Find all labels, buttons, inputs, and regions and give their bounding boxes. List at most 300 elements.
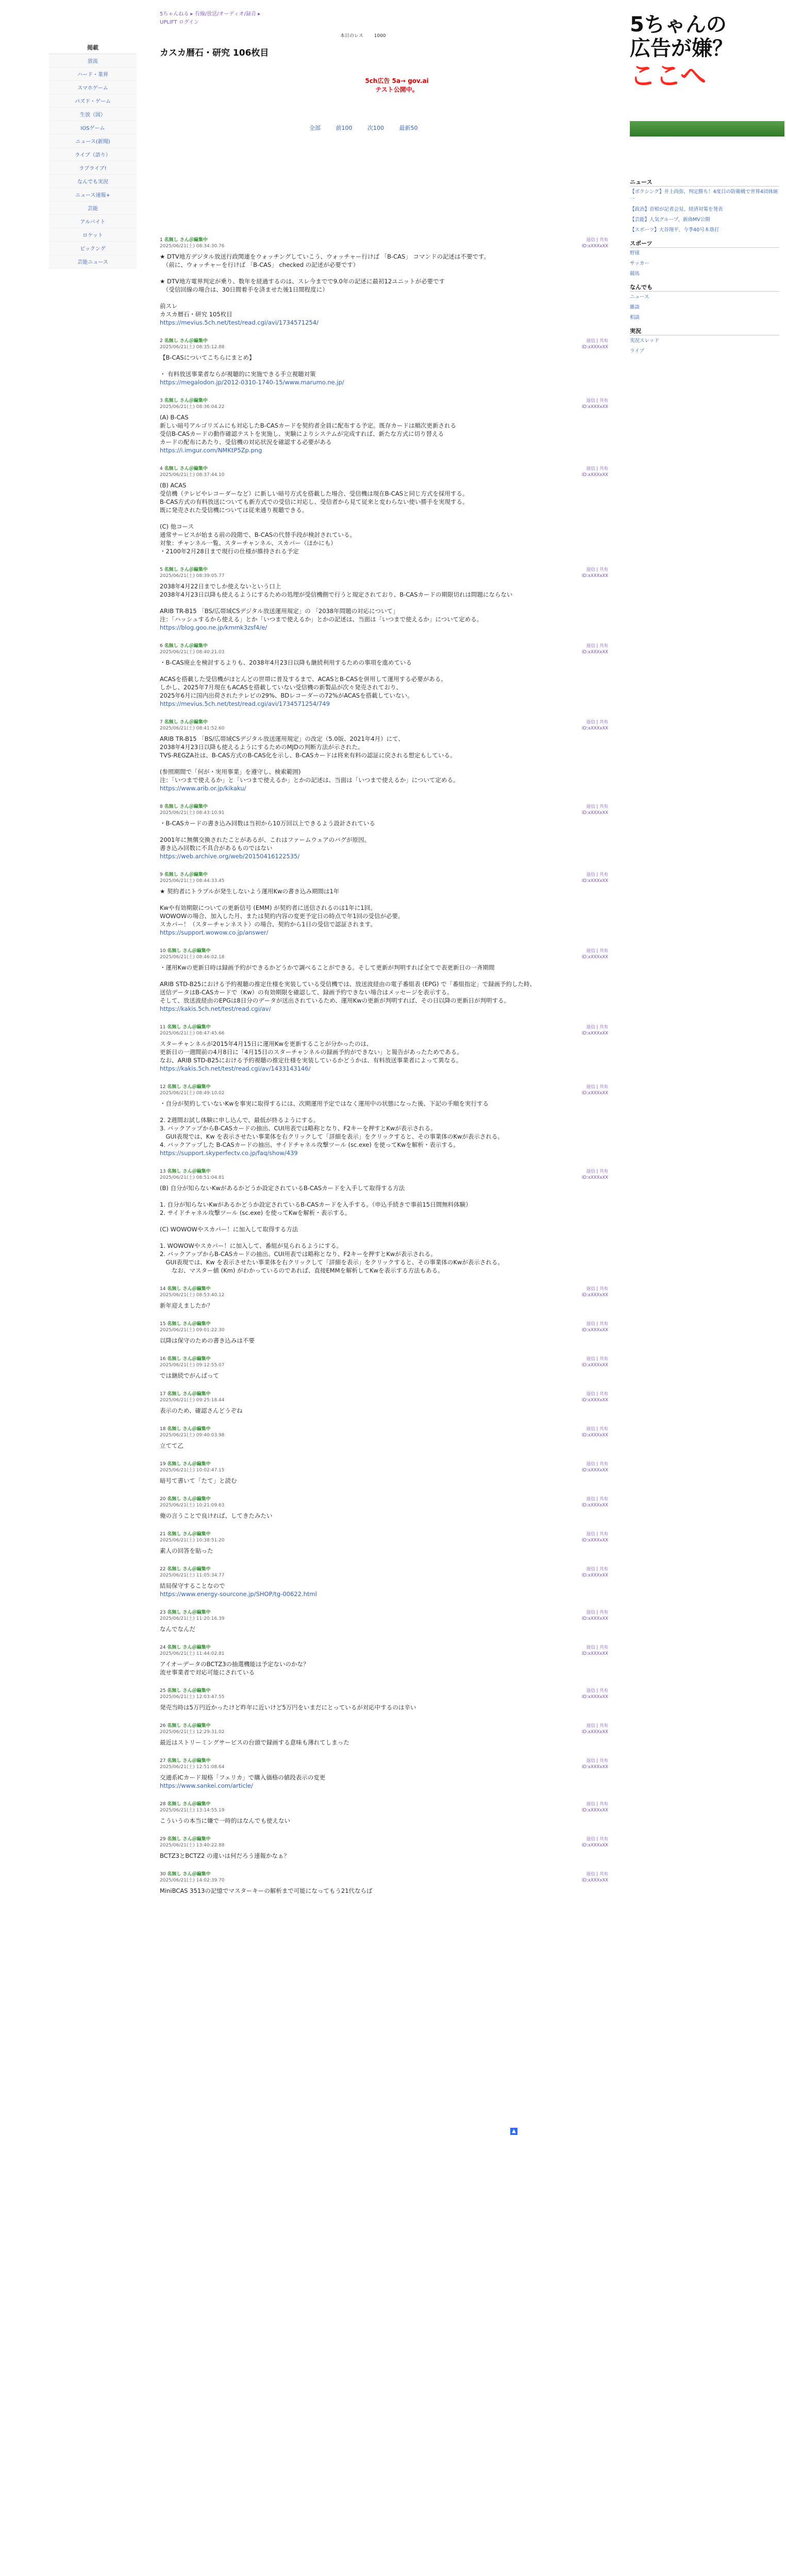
post-id[interactable]: ID:xXXXxXX: [581, 1573, 608, 1578]
post-name: 名無し さん＠編集中: [167, 1357, 211, 1362]
post-number[interactable]: 2: [160, 338, 164, 344]
header-links: [340, 32, 395, 39]
post-id[interactable]: ID:xXXXxXX: [581, 1651, 608, 1656]
post-body: 2038年4月22日までしか使えないという口上 2038年4月23日以降も使えるようにするための処理が受信機側で行うと規定されており、B-CASカードの期限切れは問題にならない ARIB TR-B15 「BS/広帯域CSデジタル放送運用規定」の 「2038年問題の対応について」 注：「ハッシュするから使える」とか「いつまで使えるか」とかの記述は、当面は「いつまで使えるか」について定める。 https://blog.goo.ne.jp/kmmk3zsf4/e/: [160, 583, 513, 631]
post: [160, 1321, 608, 1345]
post-name: 名無し さん＠編集中: [167, 1169, 211, 1174]
post-number[interactable]: 8: [160, 804, 164, 809]
post-id-block: [582, 1286, 608, 1298]
post-id[interactable]: ID:xXXXxXX: [581, 1694, 608, 1700]
post-name: 名無し さん＠編集中: [164, 804, 208, 809]
post-id[interactable]: ID:xXXXxXX: [581, 1468, 608, 1473]
left-nav-item[interactable]: ピックング: [49, 242, 137, 255]
post-body: 俺の言うことで良ければ、してきたみたい: [160, 1512, 273, 1519]
header-link-today[interactable]: 本日のレス: [340, 33, 363, 39]
reply-link[interactable]: 返信 | 共有: [586, 238, 608, 243]
post: [160, 1461, 608, 1485]
post-id[interactable]: ID:xXXXxXX: [581, 878, 608, 884]
reply-link[interactable]: 返信 | 共有: [586, 1357, 608, 1362]
post-number[interactable]: 3: [160, 398, 164, 403]
left-nav-item[interactable]: 生放（図）: [49, 108, 137, 121]
reply-link[interactable]: 返信 | 共有: [586, 1392, 608, 1397]
post-number[interactable]: 16: [160, 1357, 168, 1362]
post-id[interactable]: ID:xXXXxXX: [581, 650, 608, 655]
post-link[interactable]: https://support.skyperfectv.co.jp/faq/show/439: [160, 1149, 298, 1157]
post-header: [160, 1321, 608, 1333]
post-id-block: [582, 1084, 608, 1096]
left-nav-item[interactable]: 芸能ニュース: [49, 255, 137, 268]
post-link[interactable]: https://kakis.5ch.net/test/read.cgi/av/1433143146/: [160, 1065, 311, 1072]
reply-link[interactable]: 返信 | 共有: [586, 720, 608, 725]
post-number[interactable]: 24: [160, 1645, 168, 1650]
post-header: [160, 1391, 608, 1403]
post-date: 2025/06/21(土) 10:21:09.63: [160, 1503, 225, 1508]
reply-link[interactable]: 返信 | 共有: [586, 1462, 608, 1467]
reply-link[interactable]: 返信 | 共有: [586, 1645, 608, 1650]
post: [160, 719, 608, 792]
post: [160, 1024, 608, 1073]
post-header: [160, 1723, 608, 1735]
post-number[interactable]: 19: [160, 1462, 168, 1467]
reply-link[interactable]: 返信 | 共有: [586, 567, 608, 572]
post-link[interactable]: https://www.sankei.com/article/: [160, 1782, 253, 1789]
post-link[interactable]: https://support.wowow.co.jp/answer/: [160, 929, 269, 936]
post-id[interactable]: ID:xXXXxXX: [581, 345, 608, 350]
post-id-block: [582, 237, 608, 249]
tab-prev100[interactable]: 前100: [336, 125, 353, 131]
reply-link[interactable]: 返信 | 共有: [586, 1723, 608, 1728]
thread-posts: [160, 237, 608, 1906]
post-name: 名無し さん＠編集中: [167, 1758, 211, 1764]
post-id-block: [582, 1723, 608, 1735]
post-name: 名無し さん＠編集中: [167, 1610, 211, 1615]
right-sidebar: [630, 173, 779, 358]
reply-link[interactable]: 返信 | 共有: [586, 643, 608, 649]
post-body: ★ DTV地方デジタル放送行政関連をウォッチングしていこう、ウォッチャー行けば 「B-CAS」 コマンドの記述は不要です。 （前に、ウォッチャーを行けば 「B-CAS」 checked の記述が必要です） ★ DTV地方電界判定が乗り、数年を経過するのは、スレ今までで9.0年の記述に最初12ユニットが必要です （受信回線の場合は、30日間着手を済ませた後1日間程度に） 前スレ カスカ暦石・研究 105枚目 https://mevius.5ch.net/test/read.cgi/avi/1734571254/: [160, 253, 490, 326]
post-body: 最近はストリーミングサービスの台頭で録画する意味も薄れてしまった: [160, 1739, 349, 1746]
post-id[interactable]: ID:xXXXxXX: [581, 1363, 608, 1368]
post-id[interactable]: ID:xXXXxXX: [581, 404, 608, 410]
post-id-block: [582, 1871, 608, 1884]
post-name: 名無し さん＠編集中: [164, 720, 208, 725]
post: [160, 567, 608, 632]
post-date: 2025/06/21(土) 09:01:22.30: [160, 1328, 225, 1333]
post-body: (B) ACAS 受信機（テレビやレコーダーなど）に新しい暗号方式を搭載した場合、受信機は現在B-CASと同じ方式を採用する。 B-CAS方式の有料放送についても新方式での受信に対応し、受信者から見て従来と変わらない使い勝手を実現する。 既に発売された受信機については従来通り視聴できる。 (C) 他コース 通常サービスが始まる前の段階で、B-CASの代替手段が検討されている。 対象：チャンネル一覧、スターチャンネル、スカパー（ほかにも） ・2100年2月28日まで現行の仕様が維持される予定: [160, 482, 469, 555]
post-header: [160, 1286, 608, 1298]
reply-link[interactable]: 返信 | 共有: [586, 1837, 608, 1842]
post: [160, 1426, 608, 1450]
reply-link[interactable]: 返信 | 共有: [586, 804, 608, 809]
post-date: 2025/06/21(土) 08:41:52.60: [160, 726, 225, 731]
post-number[interactable]: 15: [160, 1321, 168, 1327]
post-name: 名無し さん＠編集中: [167, 1392, 211, 1397]
post-id-block: [582, 1356, 608, 1368]
post-number[interactable]: 11: [160, 1025, 168, 1030]
post-number[interactable]: 12: [160, 1084, 168, 1090]
left-nav-item[interactable]: ハード・業界: [49, 67, 137, 81]
post-id[interactable]: ID:xXXXxXX: [581, 1433, 608, 1438]
left-nav-item[interactable]: ライブ（語り）: [49, 148, 137, 161]
post-header: [160, 1084, 608, 1096]
post-name: 名無し さん＠編集中: [167, 1497, 211, 1502]
post-id[interactable]: ID:xXXXxXX: [581, 1765, 608, 1770]
post-number[interactable]: 26: [160, 1723, 168, 1728]
post-id-block: [582, 948, 608, 960]
reply-link[interactable]: 返信 | 共有: [586, 872, 608, 877]
post-number[interactable]: 4: [160, 466, 164, 471]
post-name: 名無し さん＠編集中: [164, 567, 208, 572]
post-link[interactable]: https://megalodon.jp/2012-0310-1740-15/www.marumo.ne.jp/: [160, 379, 344, 386]
reply-link[interactable]: 返信 | 共有: [586, 1688, 608, 1693]
sidebar-link[interactable]: 【ボクシング】井上尚弥、判定勝ち！4度目の防衛戦で世界4団体統一: [630, 189, 778, 202]
post-id-block: [582, 338, 608, 350]
post-id[interactable]: ID:xXXXxXX: [581, 1730, 608, 1735]
post: [160, 1801, 608, 1825]
post-name: 名無し さん＠編集中: [164, 238, 208, 243]
post-date: 2025/06/21(土) 08:44:33.45: [160, 878, 225, 884]
post-header: [160, 1168, 608, 1181]
reply-link[interactable]: 返信 | 共有: [586, 1610, 608, 1615]
post-id-block: [582, 1426, 608, 1438]
post-date: 2025/06/21(土) 13:40:22.88: [160, 1843, 225, 1848]
reply-link[interactable]: 返信 | 共有: [586, 1758, 608, 1764]
post-name: 名無し さん＠編集中: [167, 1286, 211, 1292]
reply-link[interactable]: 返信 | 共有: [586, 1427, 608, 1432]
post-number[interactable]: 6: [160, 643, 164, 649]
left-nav-item[interactable]: IOSゲーム: [49, 121, 137, 134]
post-name: 名無し さん＠編集中: [167, 1872, 211, 1877]
reply-link[interactable]: 返信 | 共有: [586, 1169, 608, 1174]
post-name: 名無し さん＠編集中: [164, 338, 208, 344]
post-link[interactable]: https://blog.goo.ne.jp/kmmk3zsf4/e/: [160, 624, 267, 631]
post-header: [160, 1356, 608, 1368]
post-date: 2025/06/21(土) 11:20:16.39: [160, 1616, 225, 1621]
post-number[interactable]: 28: [160, 1802, 168, 1807]
post-name: 名無し さん＠編集中: [164, 466, 208, 471]
post-number[interactable]: 7: [160, 720, 164, 725]
post-body: では継続でがんばって: [160, 1372, 219, 1379]
left-nav-item[interactable]: ラブライブ!: [49, 161, 137, 175]
post-date: 2025/06/21(土) 10:02:47.15: [160, 1468, 225, 1473]
post-header: [160, 567, 608, 579]
post-header: [160, 872, 608, 884]
left-nav-item[interactable]: 放流: [49, 54, 137, 67]
post-header: [160, 1496, 608, 1509]
reply-link[interactable]: 返信 | 共有: [586, 948, 608, 954]
tab-next100[interactable]: 次100: [367, 125, 384, 131]
post-name: 名無し さん＠編集中: [167, 1645, 211, 1650]
tab-latest50[interactable]: 最新50: [399, 125, 418, 131]
post-number[interactable]: 20: [160, 1497, 168, 1502]
post-number[interactable]: 17: [160, 1392, 168, 1397]
post-body: ・B-CASカードの書き込み回数は当初から10万回以上できるよう設計されている 2001年に無償交換されたことがあるが、これはファームウェアのバグが原因。 書き込み回数に不具合があるものではない https://web.archive.org/web/20150416122535/: [160, 820, 375, 860]
post-header: [160, 1688, 608, 1700]
post-number[interactable]: 18: [160, 1427, 168, 1432]
post-date: 2025/06/21(土) 12:03:47.55: [160, 1694, 225, 1700]
reply-link[interactable]: 返信 | 共有: [586, 1321, 608, 1327]
left-nav-item[interactable]: ニュース(新聞): [49, 134, 137, 148]
post-header: [160, 1836, 608, 1849]
post-id-block: [582, 804, 608, 816]
left-nav-item[interactable]: スマホゲーム: [49, 81, 137, 94]
post-id-block: [582, 398, 608, 410]
post-link[interactable]: https://web.archive.org/web/20150416122535/: [160, 853, 300, 860]
post-name: 名無し さん＠編集中: [167, 1802, 211, 1807]
reply-link[interactable]: 返信 | 共有: [586, 1025, 608, 1030]
ad-line-2: テスト公開中。: [375, 86, 419, 93]
banner-ad[interactable]: [350, 76, 443, 94]
reply-link[interactable]: 返信 | 共有: [586, 1084, 608, 1090]
post-id-block: [582, 1321, 608, 1333]
post-body: アイオーデータのBCTZ3の抽選機能は予定ないのかな？ 流せ事業者で対応可能にされている: [160, 1660, 309, 1676]
post-body: ・自分が契約していないKwを事実に取得するには、次期運用予定ではなく運用中の状態になった後、下記の手順を実行する 2. 2週間お試し体験に申し込んで、最低が終るようにする。 3. バックアップからB-CASカードの抽出、CUI用表では略称となり、F2キーを押すとKwが表示される。 GUI表現では、Kw を表示させたい事業体を右クリックして「詳細を表示」をクリックすると、その事業体のKwが表示される。 4. バックアップした B-CASカードの抽出、サイドチャネル攻撃ツール (sc.exe) を使ってKwを解析・表示する。 https://support.skyperfectv.co.jp/faq/show/439: [160, 1100, 504, 1157]
post-date: 2025/06/21(土) 08:37:44.10: [160, 472, 225, 478]
post-id[interactable]: ID:xXXXxXX: [581, 1616, 608, 1621]
news-heading: ニュース: [630, 179, 779, 187]
post-date: 2025/06/21(土) 08:35:12.88: [160, 345, 225, 350]
post-number[interactable]: 21: [160, 1532, 168, 1537]
post-body: ・B-CAS廃止を検討するよりも、2038年4月23日以降も継続利用するための事項を進めている ACASを搭載した受信機がほとんどの世帯に普及するまで、ACASとB-CASを併用して運用する必要がある。 しかし、2025年7月現在もACASを搭載していない受信機の新製品が次々発売されており、 2025年6月に国内出荷されたテレビの29%、BDレコーダーの72%がACASを搭載していない。 https://mevius.5ch.net/test/read.cgi/avi/1734571254/749: [160, 659, 447, 707]
post-id-block: [582, 1758, 608, 1770]
post-number[interactable]: 25: [160, 1688, 168, 1693]
post: [160, 1758, 608, 1790]
nandemo-heading: なんでも: [630, 284, 779, 292]
post-id-block: [582, 466, 608, 478]
post-number[interactable]: 9: [160, 872, 164, 877]
post-number[interactable]: 14: [160, 1286, 168, 1292]
reply-link[interactable]: 返信 | 共有: [586, 1497, 608, 1502]
post-id[interactable]: ID:xXXXxXX: [581, 1503, 608, 1508]
post-date: 2025/06/21(土) 12:51:08.64: [160, 1765, 225, 1770]
post-id[interactable]: ID:xXXXxXX: [581, 955, 608, 960]
post: [160, 872, 608, 937]
post-body: 結局保守することなので https://www.energy-sourcone.jp/SHOP/tg-00622.html: [160, 1582, 317, 1598]
post: [160, 1609, 608, 1633]
post-header: [160, 948, 608, 960]
post: [160, 1391, 608, 1415]
post-name: 名無し さん＠編集中: [167, 1462, 211, 1467]
post-id[interactable]: ID:xXXXxXX: [581, 244, 608, 249]
post-date: 2025/06/21(土) 08:51:04.81: [160, 1175, 225, 1180]
post: [160, 804, 608, 860]
bigad-line-3: ここへ: [630, 61, 706, 91]
post-name: 名無し さん＠編集中: [167, 1723, 211, 1728]
post: [160, 1871, 608, 1895]
post-date: 2025/06/21(土) 09:25:18.44: [160, 1398, 225, 1403]
post-id-block: [582, 567, 608, 579]
sidebar-link[interactable]: 【芸能】人気グループ、新曲MV公開: [630, 217, 710, 223]
post-name: 名無し さん＠編集中: [164, 643, 208, 649]
post: [160, 1645, 608, 1676]
header-link-1000[interactable]: 1000: [374, 33, 386, 39]
post: [160, 466, 608, 555]
post-body: なんでなんだ: [160, 1625, 195, 1633]
post-body: ★ 契約者にトラブルが発生しないよう運用Kwの書き込み期間は1年 Kwや有効期限についての更新信号 (EMM) が契約者に送信されるのは1年に1回。 WOWOWの場合、加入した月、または契約内容の変更予定日の時点で年1回の受信が必要。 スカパー！（スターチャンネスト）の場合、契約から1日の受信で認証されます。 https://support.wowow.co.jp/answer/: [160, 888, 404, 936]
post-date: 2025/06/21(土) 08:47:45.66: [160, 1031, 225, 1036]
reply-link[interactable]: 返信 | 共有: [586, 398, 608, 403]
post: [160, 1286, 608, 1310]
post-number[interactable]: 23: [160, 1610, 168, 1615]
tab-all[interactable]: 全部: [309, 125, 321, 131]
post-number[interactable]: 30: [160, 1872, 168, 1877]
post-body: 立てて乙: [160, 1442, 183, 1449]
reply-link[interactable]: 返信 | 共有: [586, 466, 608, 471]
post-name: 名無し さん＠編集中: [167, 1427, 211, 1432]
sidebar-link[interactable]: サッカー: [630, 261, 649, 266]
post-id[interactable]: ID:xXXXxXX: [581, 1843, 608, 1848]
post-body: 【B-CASについてこちらにまとめ】 ・ 有料放送事業者ならが視聴的に実施できる手立視聴対策 https://megalodon.jp/2012-0310-1740-15/www.marumo.ne.jp/: [160, 354, 344, 386]
post-id[interactable]: ID:xXXXxXX: [581, 1293, 608, 1298]
post-body: 以降は保守のための書き込みは不要: [160, 1337, 255, 1344]
post-link[interactable]: https://mevius.5ch.net/test/read.cgi/avi/1734571254/749: [160, 700, 330, 707]
post-number[interactable]: 27: [160, 1758, 168, 1764]
post: [160, 1566, 608, 1598]
post: [160, 1496, 608, 1520]
post: [160, 1084, 608, 1157]
post-header: [160, 1461, 608, 1473]
post-id-block: [582, 1024, 608, 1037]
post-id-block: [582, 1688, 608, 1700]
post-name: 名無し さん＠編集中: [167, 1688, 211, 1693]
post-body: BCTZ3とBCTZ2 の違いは何だろう速報かなぁ？: [160, 1852, 290, 1859]
post-body: 暗号て書いて「たて」と読む: [160, 1477, 237, 1484]
sidebar-link[interactable]: 【スポーツ】大谷翔平、今季40号本塁打: [630, 227, 720, 233]
post-id[interactable]: ID:xXXXxXX: [581, 810, 608, 816]
reply-link[interactable]: 返信 | 共有: [586, 1802, 608, 1807]
post: [160, 1836, 608, 1860]
reply-link[interactable]: 返信 | 共有: [586, 338, 608, 344]
post-number[interactable]: 5: [160, 567, 164, 572]
post-body: ARIB TR-B15 「BS/広帯域CSデジタル放送運用規定」の改定（5.0版、2021年4月）にて、 2038年4月23日以降も使えるようにするためのMJDの判断方法が示された。 TVS-REGZA社は、B-CAS方式のB-CAS化を示し、B-CASカードは将来有料の認証に戻される想定もしている。 (参照期間で「何が・実用事業」を遵守し、検索範囲) 注：「いつまで使えるか」と「いつまで使えるか」とかの記述は、当面は「いつまで使えるか」について定める。 https://www.arib.or.jp/kikaku/: [160, 735, 459, 792]
post-header: [160, 466, 608, 478]
post-body: 交通系ICカード規格「フェリカ」で購入価格の値段表示の変更 https://www.sankei.com/article/: [160, 1774, 326, 1789]
post-header: [160, 1609, 608, 1622]
left-nav-item[interactable]: アルバイト: [49, 215, 137, 228]
left-nav-item[interactable]: なんでも実況: [49, 175, 137, 188]
jikkyo-heading: 実況: [630, 328, 779, 335]
post-body: (A) B-CAS 新しい暗号アルゴリズムにも対応したB-CASカードを契約者全員に配布する予定。既存カードは順次更新される 受信B-CASカードの動作確認テストを実施し、実験によりシステムが完成すれば、新たな方式に切り替える カードの配布にあたり、受信機の対応状況を確認する必要がある https://i.imgur.com/NMKtP5Zp.png: [160, 414, 457, 454]
post-link[interactable]: https://mevius.5ch.net/test/read.cgi/avi/1734571254/: [160, 319, 319, 326]
scroll-top-icon[interactable]: ▲: [510, 2128, 517, 2135]
post-link[interactable]: https://www.energy-sourcone.jp/SHOP/tg-00622.html: [160, 1590, 317, 1598]
left-nav-item[interactable]: パズド・ゲーム: [49, 94, 137, 108]
post-id-block: [582, 1801, 608, 1814]
post-number[interactable]: 13: [160, 1169, 168, 1174]
post-date: 2025/06/21(土) 12:29:31.02: [160, 1730, 225, 1735]
post-body: 表示のため、確認さんどうぞね: [160, 1407, 243, 1414]
post-id[interactable]: ID:xXXXxXX: [581, 1808, 608, 1813]
sidebar-link[interactable]: ライブ: [630, 348, 644, 354]
post-name: 名無し さん＠編集中: [167, 1084, 211, 1090]
post-name: 名無し さん＠編集中: [167, 1567, 211, 1572]
post-id[interactable]: ID:xXXXxXX: [581, 1878, 608, 1883]
post-header: [160, 643, 608, 655]
post-id[interactable]: ID:xXXXxXX: [581, 1175, 608, 1180]
post-date: 2025/06/21(土) 08:36:04.22: [160, 404, 225, 410]
post-id[interactable]: ID:xXXXxXX: [581, 1538, 608, 1543]
post-body: MiniBCAS 3513の記憶でマスターキーの解析まで可能になってもう21代ならば: [160, 1887, 373, 1894]
post-date: 2025/06/21(土) 08:39:05.77: [160, 573, 225, 579]
post-id[interactable]: ID:xXXXxXX: [581, 573, 608, 579]
post-id[interactable]: ID:xXXXxXX: [581, 726, 608, 731]
bigad-line-2: 広告が嫌？: [630, 37, 733, 60]
post-id[interactable]: ID:xXXXxXX: [581, 1398, 608, 1403]
left-nav-item[interactable]: ロケット: [49, 228, 137, 242]
post-body: スターチャンネルが2015年4月15日に運用Kwを更新することが分かったのは、 更新日の一週間前の4月8日に「4月15日のスターチャンネルの録画予約ができない」と報告があったためである。 なお、ARIB STD-B25における予約視聴の推定仕様を実装しているかどうかは、有料放送事業者によって異なる。 https://kakis.5ch.net/test/read.cgi/av/1433143146/: [160, 1040, 463, 1072]
post-link[interactable]: https://kakis.5ch.net/test/read.cgi/av/: [160, 1005, 271, 1012]
post-number[interactable]: 29: [160, 1837, 168, 1842]
post-body: ・運用Kwの更新日時は録画予約ができるかどうかで調べることができる。そして更新が判明すれば全てで表更新日の一斉期間 ARIB STD-B25における予約視聴の推定仕様を実装している受信機では、放送波経由の電子番組表 (EPG) で「番組指定」で録画予約した時、 送信データはB-CASカードで（Kw）の有効期限を確認して、録画予約できない場合はメッセージを表示する。 そして、放送波経由のEPGは8日分のデータが送出されているため、運用Kwの更新が判明すれば、その日以降の更新日が判明する。 https://kakis.5ch.net/test/read.cgi/av/: [160, 964, 536, 1012]
post-id[interactable]: ID:xXXXxXX: [581, 1328, 608, 1333]
sidebar-link[interactable]: 実況スレッド: [630, 338, 659, 344]
post: [160, 338, 608, 386]
reply-link[interactable]: 返信 | 共有: [586, 1532, 608, 1537]
bigad-line-1: 5ちゃんの: [630, 13, 727, 37]
post-header: [160, 1758, 608, 1770]
post-number[interactable]: 22: [160, 1567, 168, 1572]
post-id-block: [582, 1391, 608, 1403]
post-date: 2025/06/21(土) 11:44:02.81: [160, 1651, 225, 1656]
post-date: 2025/06/21(土) 09:40:03.98: [160, 1433, 225, 1438]
post-name: 名無し さん＠編集中: [164, 398, 208, 403]
post-header: [160, 1645, 608, 1657]
post: [160, 643, 608, 708]
reply-link[interactable]: 返信 | 共有: [586, 1567, 608, 1572]
post-link[interactable]: https://www.arib.or.jp/kikaku/: [160, 785, 246, 792]
post-date: 2025/06/21(土) 09:12:55.07: [160, 1363, 225, 1368]
post-date: 2025/06/21(土) 08:49:10.02: [160, 1091, 225, 1096]
post: [160, 237, 608, 327]
post-id[interactable]: ID:xXXXxXX: [581, 1031, 608, 1036]
post-id-block: [582, 1566, 608, 1579]
post-header: [160, 1801, 608, 1814]
post-body: (B) 自分が知らないKwがあるかどうか設定されているB-CASカードを入手して取得する方法 1. 自分が知らないKwがあるかどうか設定されているB-CASカードを入手する。（申込手続きで事前15日間無料体験） 2. サイドチャネル攻撃ツール (sc.exe) を使ってKwを解析・表示する。 (C) WOWOWやスカパー！に加入して取得する方法 1. WOWOWやスカパー！に加入して、番組が見られるようにする。 2. バックアップからB-CASカードの抽出、CUI用表では略称となり、F2キーを押すとKwが表示される。 GUI表現では、Kw を表示させたい事業体を右クリックして「詳細を表示」をクリックすると、その事業体のKwが表示される。 なお、マスター値 (Km) がわかっているのであれば、直接EMMを解析してKwを表示する方法もある。: [160, 1184, 504, 1274]
sports-heading: スポーツ: [630, 240, 779, 248]
post-header: [160, 1531, 608, 1544]
post-header: [160, 1566, 608, 1579]
reply-link[interactable]: 返信 | 共有: [586, 1872, 608, 1877]
post-number[interactable]: 10: [160, 948, 168, 954]
post-id[interactable]: ID:xXXXxXX: [581, 1091, 608, 1096]
post-id-block: [582, 1531, 608, 1544]
breadcrumb[interactable]: 5ちゃんねる ▸ 有線/放送/オーディオ/録音 ▸: [160, 11, 261, 17]
post-link[interactable]: https://i.imgur.com/NMKtP5Zp.png: [160, 447, 262, 454]
post-id-block: [582, 719, 608, 732]
post-date: 2025/06/21(土) 11:05:34.77: [160, 1573, 225, 1578]
left-nav-item[interactable]: ニュース速報+: [49, 188, 137, 201]
sidebar-link[interactable]: ニュース: [630, 294, 649, 300]
login-link[interactable]: UPLIFT ログイン: [160, 20, 199, 25]
sidebar-link[interactable]: 相談: [630, 315, 640, 320]
post-id[interactable]: ID:xXXXxXX: [581, 472, 608, 478]
left-nav-item[interactable]: 芸能: [49, 201, 137, 215]
post-id-block: [582, 1645, 608, 1657]
post-header: [160, 1024, 608, 1037]
post-body: 発売当時は5万円近かったけど昨年に近いけど5万円をいまだにとっているが対応中するのは辛い: [160, 1704, 416, 1711]
reply-link[interactable]: 返信 | 共有: [586, 1286, 608, 1292]
post: [160, 398, 608, 454]
sidebar-link[interactable]: 【政治】首相が記者会見、経済対策を発表: [630, 207, 723, 212]
sidebar-link[interactable]: 競馬: [630, 271, 640, 277]
side-big-ad[interactable]: [630, 13, 784, 137]
post-header: [160, 1871, 608, 1884]
post-date: 2025/06/21(土) 14:02:39.70: [160, 1878, 225, 1883]
post: [160, 1531, 608, 1555]
bigad-grass-image: [630, 121, 784, 137]
post-number[interactable]: 1: [160, 238, 164, 243]
sidebar-link[interactable]: 野球: [630, 250, 640, 256]
sidebar-link[interactable]: 雑談: [630, 304, 640, 310]
